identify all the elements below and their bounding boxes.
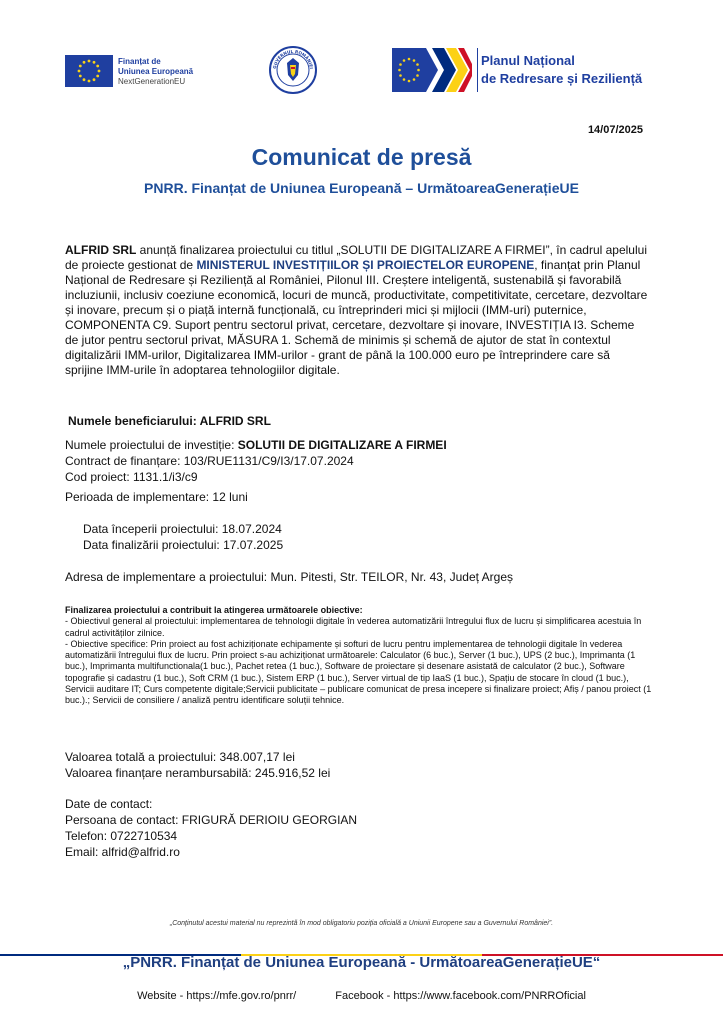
- grant-value: Valoarea finanțare nerambursabilă: 245.916,52 lei: [65, 766, 331, 780]
- specific-objectives: - Obiective specifice: Prin proiect au fost achiziționate echipamente și softuri de lucru pentru implementarea de tehnologii digitale în vederea automatizării întregului flux de lucru. Prin proiect s-au achiziționat următoarele: Calculator (6 buc.), Server (1 buc.), UPS (2 buc.), Imprimanta (1 buc.), Imprimanta multifunctionala(1 buc.), Pachet retea (1 buc.), Software de proiectare și desenare asistată de calculator (2 buc.), Software topografie și cadastru (1 buc.), Soft CRM (1 buc.), Sistem ERP (1 buc.), Server virtual de tip IaaS (1 buc.), Spațiu de stocare în cloud (1 buc.), Servicii auditare IT; Curs competente digitale;Servicii publicitate – publicare comunicat de presa incepere si finalizare proiect; Afiș / panou proiect (1 buc.).; Servicii de consiliere / analiză pentru identificare soluții tehnice.: [65, 638, 652, 706]
- pnrr-logo: [392, 46, 472, 94]
- government-seal-logo: [268, 45, 318, 95]
- website-link[interactable]: Website - https://mfe.gov.ro/pnrr/: [137, 990, 297, 1002]
- page-title: Comunicat de presă: [251, 144, 472, 170]
- contract-number: Contract de finanțare: 103/RUE1131/C9/I3/17.07.2024: [65, 454, 354, 468]
- intro-paragraph: [65, 243, 650, 378]
- objectives-heading: Finalizarea proiectului a contribuit la atingerea următoarele obiective:: [65, 605, 363, 615]
- eu-logo-line2: Uniunea Europeană: [118, 67, 194, 76]
- implementation-period: Perioada de implementare: 12 luni: [65, 490, 248, 504]
- total-value: Valoarea totală a proiectului: 348.007,17 lei: [65, 750, 295, 764]
- facebook-link[interactable]: Facebook - https://www.facebook.com/PNRROficial: [335, 990, 586, 1002]
- press-release-date: 14/07/2025: [587, 124, 643, 136]
- implementation-address: Adresa de implementare a proiectului: Mun. Pitesti, Str. TEILOR, Nr. 43, Județ Argeș: [65, 570, 513, 584]
- footer-links: [0, 990, 723, 1002]
- project-name-value: SOLUTII DE DIGITALIZARE A FIRMEI: [237, 438, 447, 452]
- contact-email: Email: alfrid@alfrid.ro: [65, 845, 180, 859]
- intro-text-2: , finanțat prin Planul Național de Redresare și Reziliență al României, Pilonul III. Creștere inteligentă, sustenabilă și favorabilă incluziunii, inclusiv coeziune economică, locuri de muncă, productivitate, competitivitate, cercetare, dezvoltare și inovare, precum și o piață internă funcțională, cu întreprinderi mici și mijlocii (IMM-uri) puternice, COMPONENTA C9. Suport pentru sectorul privat, cercetare, dezvoltare și inovare, INVESTIȚIA I3. Scheme de jutor pentru sectorul privat, MĂSURA 1. Schemă de minimis și schemă de ajutor de stat în contextul digitalizării IMM-urilor, Digitalizarea IMM-urilor - grant de până la 100.000 euro pe întreprindere care să sprijine IMM-urile în adoptarea tehnologiilor digitale.: [65, 258, 648, 377]
- end-date: Data finalizării proiectului: 17.07.2025: [83, 538, 284, 552]
- pnrr-line2: de Redresare și Reziliență: [481, 71, 643, 86]
- gov-seal-text: GUVERNUL ROMÂNIEI: [271, 48, 314, 70]
- disclaimer: „Conținutul acestui material nu reprezintă în mod obligatoriu poziția oficială a Uniunii Europene sau a Guvernului României”.: [169, 920, 554, 927]
- objectives-section: [65, 605, 660, 707]
- pnrr-line1: Planul Național: [481, 53, 575, 68]
- pnrr-divider: [477, 48, 478, 92]
- beneficiary-name: Numele beneficiarului: ALFRID SRL: [68, 414, 271, 428]
- company-name: ALFRID SRL: [65, 243, 137, 257]
- page-subtitle: PNRR. Finanțat de Uniunea Europeană – UrmătoareaGenerațieUE: [144, 180, 579, 196]
- contact-person: Persoana de contact: FRIGURĂ DERIOIU GEORGIAN: [65, 813, 358, 827]
- footer-color-bar: [0, 943, 723, 945]
- contact-heading: Date de contact:: [65, 797, 153, 811]
- project-name-label: Numele proiectului de investiție:: [65, 438, 238, 452]
- contact-phone: Telefon: 0722710534: [65, 829, 178, 843]
- eu-flag-logo: [65, 55, 113, 87]
- ministry-name: MINISTERUL INVESTIȚIILOR ȘI PROIECTELOR EUROPENE: [196, 258, 535, 272]
- project-code: Cod proiect: 1131.1/i3/c9: [65, 470, 198, 484]
- intro-text-1: anunță finalizarea proiectului cu titlul „SOLUTII DE DIGITALIZARE A FIRMEI”, în cadrul apelului de proiecte gestionat de: [65, 243, 647, 272]
- start-date: Data începerii proiectului: 18.07.2024: [83, 522, 282, 536]
- project-name-line: [65, 438, 447, 453]
- pnrr-logo-text: [481, 52, 642, 88]
- eu-logo-line1: Finanțat de: [118, 57, 161, 66]
- footer-slogan: „PNRR. Finanțat de Uniunea Europeană - UrmătoareaGenerațieUE“: [122, 954, 601, 971]
- general-objective: - Obiectivul general al proiectului: implementarea de tehnologii digitale în vederea automatizării întregului flux de lucru și simplificarea acestuia în cadrul activităților zilnice.: [65, 616, 642, 638]
- eu-funding-text: [118, 57, 193, 87]
- eu-logo-line3: NextGenerationEU: [118, 77, 186, 86]
